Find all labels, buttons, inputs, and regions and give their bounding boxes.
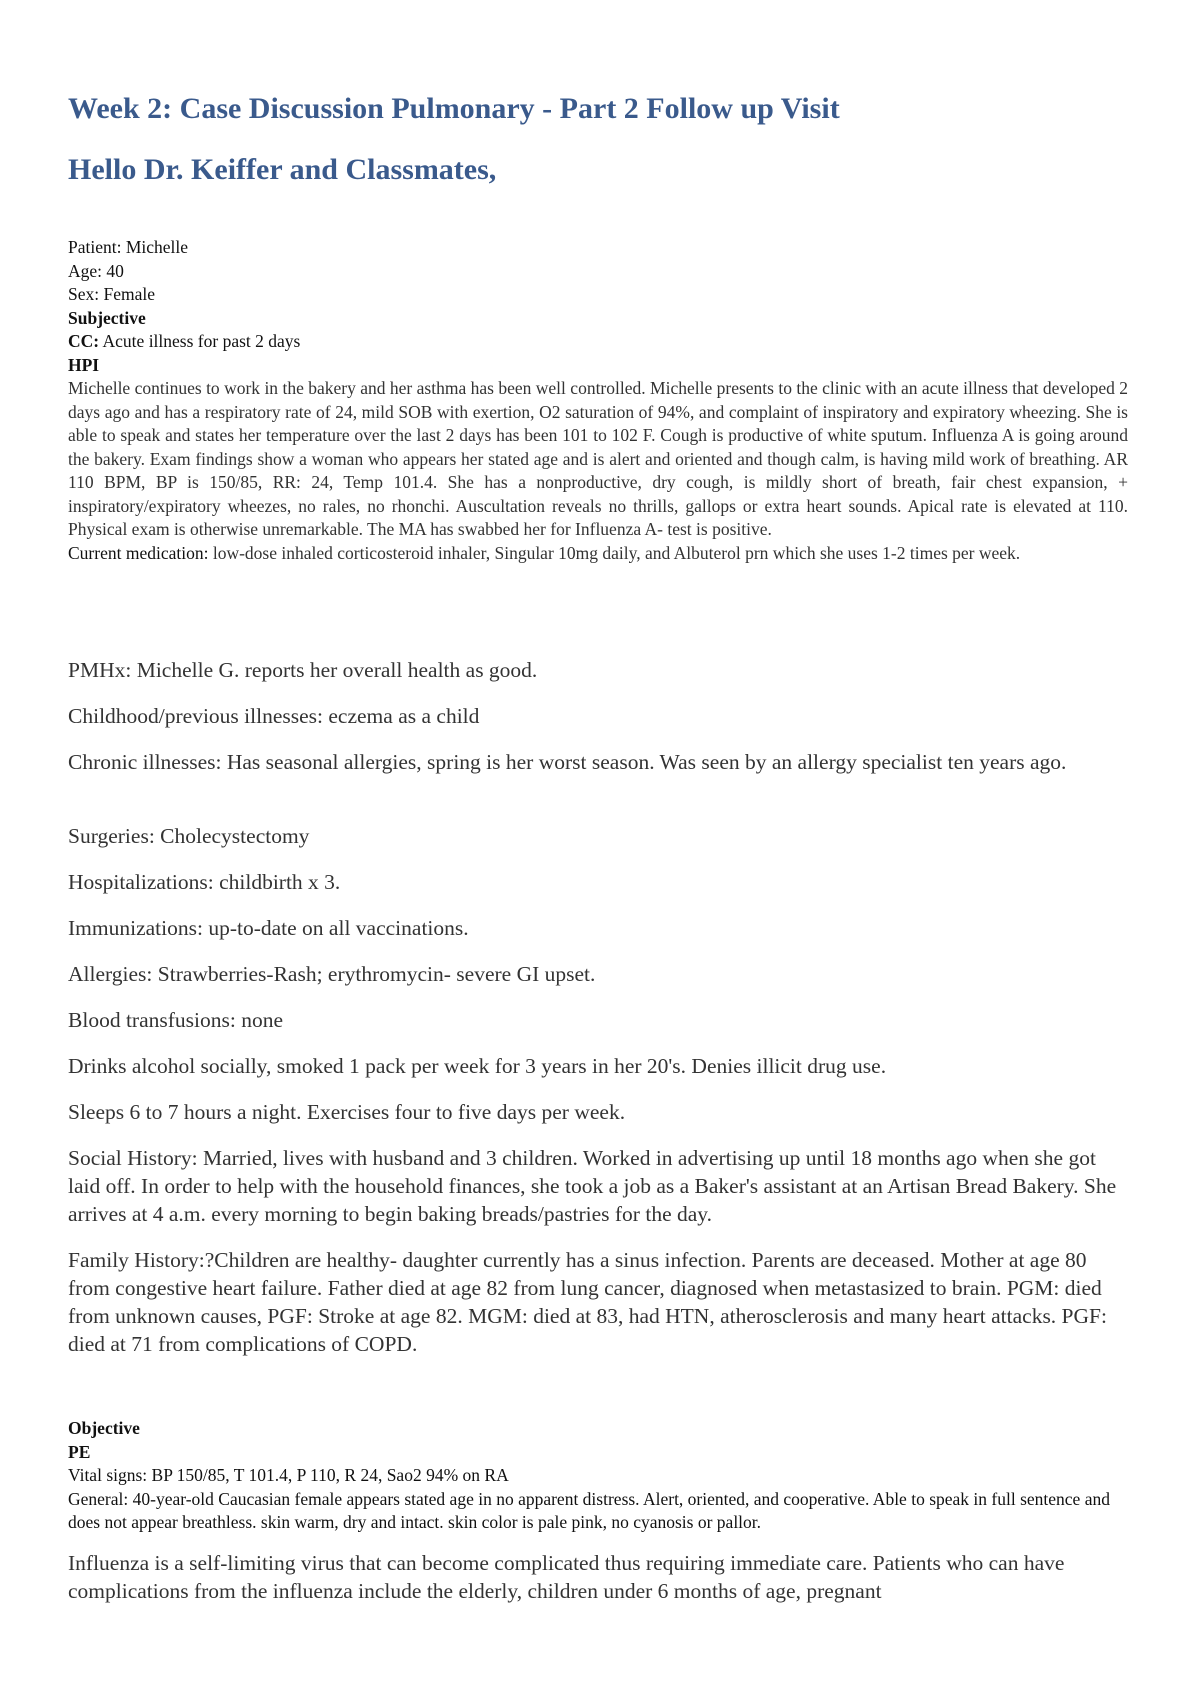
substance-use: Drinks alcohol socially, smoked 1 pack per week for 3 years in her 20's. Denies illicit drug use. (68, 1054, 887, 1078)
page-title: Week 2: Case Discussion Pulmonary - Part 2 Follow up Visit (68, 92, 840, 125)
patient-sex: Sex: Female (68, 284, 155, 304)
current-medication (68, 542, 1128, 566)
greeting-heading: Hello Dr. Keiffer and Classmates, (68, 153, 497, 186)
pe-heading: PE (68, 1441, 91, 1462)
chronic-illnesses: Chronic illnesses: Has seasonal allergies, spring is her worst season. Was seen by an allergy specialist ten years ago. (68, 750, 1067, 774)
allergies: Allergies: Strawberries-Rash; erythromycin- severe GI upset. (68, 962, 596, 986)
meds-label: Current medication: (68, 542, 209, 563)
patient-info (68, 236, 1128, 565)
objective-heading: Objective (68, 1418, 140, 1438)
hpi-text: Michelle continues to work in the bakery and her asthma has been well controlled. Michelle presents to the clinic with an acute illness that developed 2 days ago and has a respiratory rate of 24, mild SOB with exertion, O2 saturation of 94%, and complaint of inspiratory and expiratory wheezing. She is able to speak and states her temperature over the last 2 days has been 101 to 102 F. Cough is productive of white sputum. Influenza A is going around the bakery. Exam findings show a woman who appears her stated age and is alert and oriented and though calm, is having mild work of breathing. AR 110 BPM, BP is 150/85, RR: 24, Temp 101.4. She has a nonproductive, dry cough, is mildly short of breath, fair chest expansion, + inspiratory/expiratory wheezes, no rales, no rhonchi. Auscultation reveals no thrills, gallops or extra heart sounds. Apical rate is elevated at 110. Physical exam is otherwise unremarkable. The MA has swabbed her for Influenza A- test is positive. (68, 378, 1128, 539)
childhood-illnesses: Childhood/previous illnesses: eczema as a child (68, 704, 480, 728)
subjective-heading: Subjective (68, 307, 146, 328)
meds-text: low-dose inhaled corticosteroid inhaler, Singular 10mg daily, and Albuterol prn which she uses 1-2 times per week. (208, 542, 1021, 563)
surgeries: Surgeries: Cholecystectomy (68, 824, 310, 848)
general-exam: General: 40-year-old Caucasian female appears stated age in no apparent distress. Alert, oriented, and cooperative. Able to speak in full sentence and does not appear breathless. skin warm, dry and intact. skin color is pale pink, no cyanosis or pallor. (68, 1488, 1110, 1532)
cc-text: Acute illness for past 2 days (102, 331, 301, 351)
patient-name: Patient: Michelle (68, 237, 189, 257)
immunizations: Immunizations: up-to-date on all vaccinations. (68, 916, 469, 940)
discussion-text: Influenza is a self-limiting virus that can become complicated thus requiring immediate care. Patients who can have complications from the influenza include the elderly, children under 6 months of age, pregnant (68, 1551, 1065, 1603)
family-history: Family History:?Children are healthy- daughter currently has a sinus infection. Parents are deceased. Mother at age 80 from congestive heart failure. Father died at age 82 from lung cancer, diagnosed when metastasized to brain. PGM: died from unknown causes, PGF: Stroke at age 82. MGM: died at 83, had HTN, atherosclerosis and many heart attacks. PGF: died at 71 from complications of COPD. (68, 1248, 1107, 1356)
chief-complaint (68, 330, 1128, 354)
vital-signs: Vital signs: BP 150/85, T 101.4, P 110, R 24, Sao2 94% on RA (68, 1465, 509, 1485)
social-history: Social History: Married, lives with husband and 3 children. Worked in advertising up until 18 months ago when she got laid off. In order to help with the household finances, she took a job as a Baker's assistant at an Artisan Bread Bakery. She arrives at 4 a.m. every morning to begin baking breads/pastries for the day. (68, 1146, 1117, 1226)
patient-age: Age: 40 (68, 260, 124, 281)
hospitalizations: Hospitalizations: childbirth x 3. (68, 870, 341, 894)
hpi-heading: HPI (68, 354, 100, 375)
blood-transfusions: Blood transfusions: none (68, 1008, 283, 1032)
sleep-exercise: Sleeps 6 to 7 hours a night. Exercises four to five days per week. (68, 1100, 626, 1124)
pmhx-text: PMHx: Michelle G. reports her overall health as good. (68, 658, 538, 682)
objective-section (68, 1417, 1128, 1535)
cc-label: CC: (68, 331, 100, 351)
